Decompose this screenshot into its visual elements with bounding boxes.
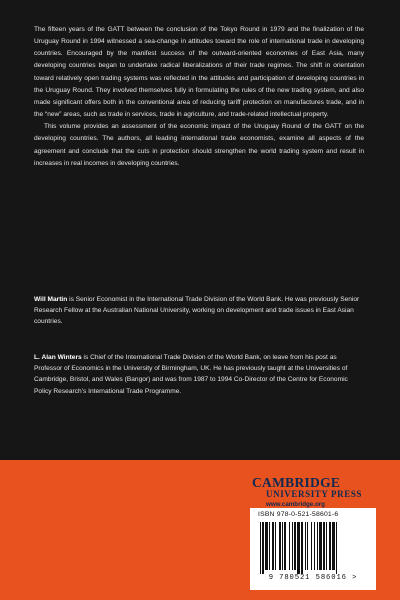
isbn-label: ISBN 978-0-521-58601-6 <box>258 511 339 518</box>
author-name: L. Alan Winters <box>34 354 82 361</box>
barcode-bar <box>265 522 268 570</box>
author-bio-martin <box>34 294 364 328</box>
author-bio-text: is Chief of the International Trade Division of the World Bank, on leave from his post as Professor of Economics in the University of Birmingham, UK. He has previously taught at the Universities of Cambridge, Bristol, and Wales (Bangor) and was from 1987 to 1994 Co-Director of the Centre for Economic Policy Research’s International Trade Programme. <box>34 354 348 395</box>
barcode-bar <box>317 522 318 570</box>
barcode-bar <box>311 522 312 570</box>
publisher-name: CAMBRIDGE <box>252 475 341 490</box>
barcode-bar <box>332 522 335 570</box>
description-paragraph-1: The fifteen years of the GATT between the conclusion of the Tokyo Round in 1979 and the finalization of the Uruguay Round in 1994 witnessed a sea-change in attitudes toward the role of international trade in developing countries. Encouraged by the manifest success of the outward-oriented economies of East Asia, many developing countries began to undertake radical liberalizations of their trade regimes. The shift in orientation toward relatively open trading systems was reflected in the attitudes and participation of developing countries in the Uruguay Round. They involved themselves fully in formulating the rules of the new trading system, and also made significant offers both in the conventional area of reducing tariff protection on manufactures trade, and in the “new” areas, such as trade in services, trade in agriculture, and trade-related intellectual property. <box>34 26 364 119</box>
barcode-bar <box>262 522 264 574</box>
barcode-bar <box>289 522 290 570</box>
barcode-bar <box>282 522 283 570</box>
barcode-bar <box>314 522 315 570</box>
author-bio-winters <box>34 352 364 397</box>
barcode-graphic <box>258 522 368 574</box>
barcode-bar <box>279 522 281 570</box>
barcode-bar <box>326 522 327 570</box>
publisher-url: www.cambridge.org <box>266 501 325 508</box>
barcode-bar <box>297 522 300 574</box>
publisher-subtitle: UNIVERSITY PRESS <box>266 489 363 499</box>
barcode-bar <box>292 522 293 570</box>
barcode-bar <box>336 522 337 574</box>
author-bio-text: is Senior Economist in the International Trade Division of the World Bank. He was previously Senior Research Fellow at the Australian National University, working on development and trade issues in East Asian countries. <box>34 296 360 326</box>
barcode-bar <box>319 522 322 570</box>
barcode-panel <box>250 508 376 590</box>
barcode-number: 9 780521 586016 > <box>268 574 358 582</box>
author-name: Will Martin <box>34 296 68 303</box>
barcode-bar <box>323 522 325 570</box>
barcode-bar <box>301 522 303 574</box>
description-paragraph-2: This volume provides an assessment of the economic impact of the Uruguay Round of the GATT on the developing countries. The authors, all leading international trade economists, examine all aspects of the agreement and conclude that the cuts in protection should strengthen the world trading system and result in increases in real incomes in developing countries. <box>34 123 364 167</box>
barcode-bar <box>284 522 286 570</box>
barcode-bar <box>260 522 261 574</box>
barcode-bar <box>275 522 276 570</box>
publisher-logo <box>252 476 392 509</box>
barcode-bar <box>305 522 306 570</box>
barcode-bar <box>307 522 308 570</box>
barcode-bar <box>269 522 270 570</box>
barcode-bar <box>329 522 331 570</box>
barcode-bar <box>294 522 296 570</box>
barcode-bar <box>272 522 274 570</box>
book-description <box>34 24 364 170</box>
